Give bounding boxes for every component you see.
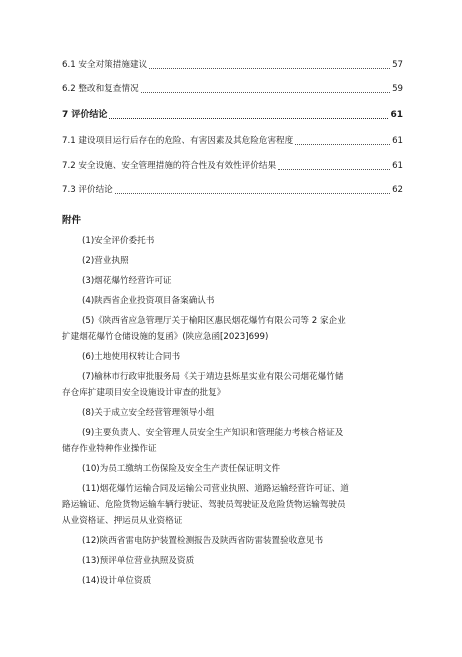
toc-entry-page: 59 [392, 84, 403, 94]
toc-entry-6-2[interactable] [62, 84, 403, 95]
appendix-item: (2)营业执照 [82, 256, 129, 266]
appendix-item: (13)预评单位营业执照及资质 [82, 556, 195, 566]
appendix-item: (6)土地使用权转让合同书 [82, 352, 181, 362]
appendix-item-continuation: 储存作业特种作业操作证 [62, 444, 157, 454]
toc-entry-7-1[interactable] [62, 136, 403, 147]
toc-leader [109, 117, 388, 119]
appendix-item: (3)烟花爆竹经营许可证 [82, 276, 172, 286]
toc-entry-title: 6.2 整改和复查情况 [62, 84, 139, 94]
appendix-item: (9)主要负责人、安全管理人员安全生产知识和管理能力考核合格证及 [82, 428, 344, 438]
appendix-item-continuation: 存仓库扩建项目安全设施设计审查的批复》 [62, 388, 226, 398]
appendix-item: (10)为员工缴纳工伤保险及安全生产责任保证明文件 [82, 464, 281, 474]
toc-leader [115, 192, 390, 194]
appendix-item: (8)关于成立安全经营管理领导小组 [82, 408, 215, 418]
appendix-item: (14)设计单位资质 [82, 576, 152, 586]
toc-entry-page: 57 [392, 60, 403, 70]
appendix-item: (12)陕西省雷电防护装置检测报告及陕西省防雷装置验收意见书 [82, 536, 324, 546]
appendix-item-continuation: 从业资格证、押运员从业资格证 [62, 516, 183, 526]
toc-entry-page: 61 [390, 110, 403, 120]
toc-entry-6-1[interactable] [62, 60, 403, 71]
toc-entry-page: 62 [392, 185, 403, 195]
appendix-item-continuation: 扩建烟花爆竹仓储设施的复函》(陕应急函[2023]699) [62, 332, 269, 342]
toc-entry-title: 7.3 评价结论 [62, 185, 113, 195]
appendix-item: (4)陕西省企业投资项目备案确认书 [82, 296, 215, 306]
toc-entry-page: 61 [392, 136, 403, 146]
toc-entry-page: 61 [392, 161, 403, 171]
appendix-heading: 附件 [62, 215, 82, 226]
toc-entry-title: 7 评价结论 [62, 110, 108, 120]
toc-entry-7-2[interactable] [62, 161, 403, 172]
toc-entry-title: 6.1 安全对策措施建议 [62, 60, 148, 70]
toc-entry-title: 7.2 安全设施、安全管理措施的符合性及有效性评价结果 [62, 161, 277, 171]
toc-entry-7-3[interactable] [62, 185, 403, 196]
toc-entry-title: 7.1 建设项目运行后存在的危险、有害因素及其危险危害程度 [62, 136, 294, 146]
appendix-item: (5)《陕西省应急管理厅关于榆阳区惠民烟花爆竹有限公司等 2 家企业 [82, 316, 346, 326]
toc-leader [149, 67, 390, 69]
toc-leader [141, 91, 391, 93]
appendix-item: (11)烟花爆竹运输合同及运输公司营业执照、道路运输经营许可证、道 [82, 484, 349, 494]
appendix-item: (1)安全评价委托书 [82, 236, 155, 246]
toc-leader [278, 168, 390, 170]
toc-leader [295, 143, 390, 145]
toc-entry-chapter-7[interactable] [62, 110, 403, 121]
appendix-item: (7)榆林市行政审批服务局《关于靖边县烁星实业有限公司烟花爆竹储 [82, 372, 344, 382]
appendix-item-continuation: 路运输证、危险货物运输车辆行驶证、驾驶员驾驶证及危险货物运输驾驶员 [62, 500, 346, 510]
